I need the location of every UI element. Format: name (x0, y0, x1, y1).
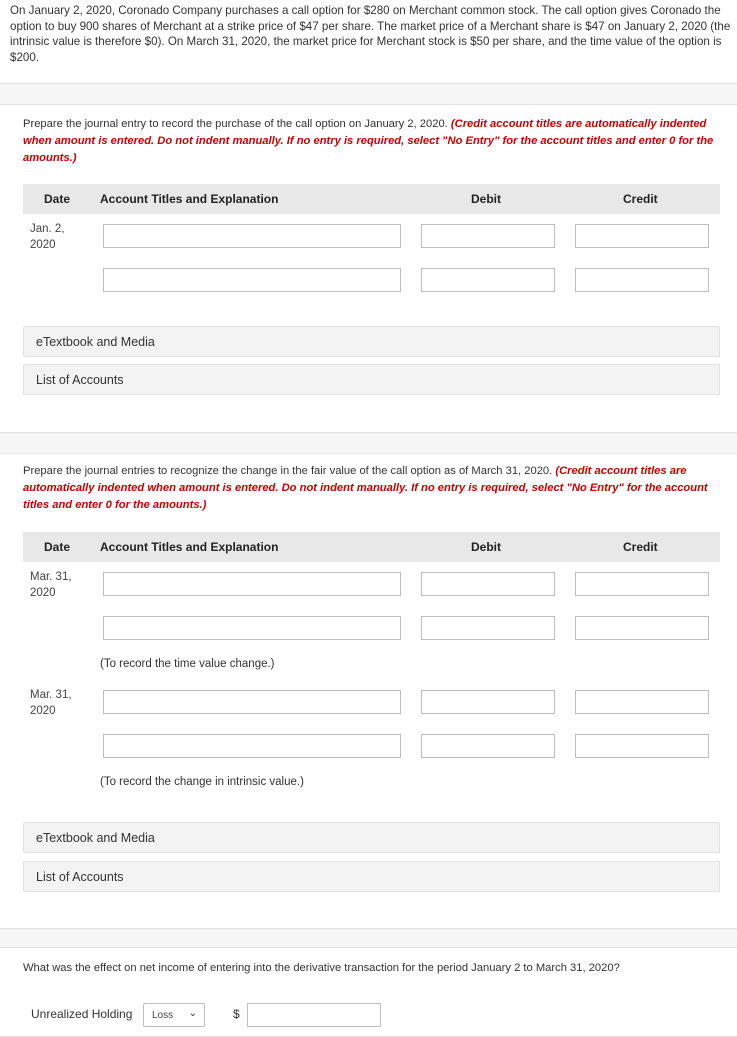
entry-date (30, 221, 65, 253)
account-title-input[interactable] (103, 616, 401, 640)
section-gap (0, 84, 737, 104)
credit-input[interactable] (575, 690, 709, 714)
credit-input[interactable] (575, 572, 709, 596)
section-gap (0, 433, 737, 453)
entry-date-line1: Mar. 31, (30, 689, 72, 701)
chevron-down-icon: ⌄ (188, 1008, 197, 1019)
net-income-effect-input[interactable] (247, 1003, 381, 1027)
header-date: Date (44, 192, 71, 206)
entry-date (30, 569, 72, 601)
part2-prompt (23, 463, 723, 514)
credit-input[interactable] (575, 268, 709, 292)
part1-section (0, 104, 737, 433)
account-title-input[interactable] (103, 224, 401, 248)
debit-input[interactable] (421, 616, 555, 640)
header-account: Account Titles and Explanation (100, 540, 279, 554)
entry-date-line2: 2020 (30, 239, 56, 251)
credit-input[interactable] (575, 734, 709, 758)
part2-section (0, 453, 737, 929)
gain-loss-select-value: Loss (152, 1010, 174, 1021)
unrealized-holding-label: Unrealized Holding (31, 1007, 133, 1021)
header-credit: Credit (623, 192, 658, 206)
debit-input[interactable] (421, 268, 555, 292)
header-credit: Credit (623, 540, 658, 554)
part3-question: What was the effect on net income of entering into the derivative transaction for the period January 2 to March 31, 2020? (23, 962, 620, 974)
account-title-input[interactable] (103, 690, 401, 714)
etextbook-link[interactable]: eTextbook and Media (23, 326, 720, 357)
entry-date-line2: 2020 (30, 705, 56, 717)
entry-date-line1: Jan. 2, (30, 223, 65, 235)
entry-note: (To record the time value change.) (100, 658, 275, 670)
entry-date (30, 687, 72, 719)
problem-statement: On January 2, 2020, Coronado Company purchases a call option for $280 on Merchant common stock. The call option gives Coronado the option to buy 900 shares of Merchant at a strike price of $47 per share. The market price of a Merchant share is $47 on January 2, 2020 (the intrinsic value is therefore $0). On March 31, 2020, the market price for Merchant stock is $50 per share, and the time value of the option is $200. (0, 0, 737, 84)
part2-instruction: (Credit account titles are automatically indented when amount is entered. Do not indent manually. If no entry is required, select "No Entry" for the account titles and enter 0 for the amounts.) (23, 465, 708, 511)
part1-table-header (23, 184, 720, 214)
account-title-input[interactable] (103, 572, 401, 596)
part2-table-header (23, 532, 720, 562)
part1-prompt (23, 116, 723, 167)
entry-date-line2: 2020 (30, 587, 56, 599)
debit-input[interactable] (421, 572, 555, 596)
header-debit: Debit (471, 540, 501, 554)
credit-input[interactable] (575, 224, 709, 248)
header-account: Account Titles and Explanation (100, 192, 279, 206)
debit-input[interactable] (421, 690, 555, 714)
list-of-accounts-link[interactable]: List of Accounts (23, 364, 720, 395)
etextbook-link[interactable]: eTextbook and Media (23, 822, 720, 853)
part2-prompt-text: Prepare the journal entries to recognize the change in the fair value of the call option as of March 31, 2020. (23, 465, 553, 477)
currency-symbol: $ (233, 1007, 240, 1021)
header-debit: Debit (471, 192, 501, 206)
entry-note: (To record the change in intrinsic value.) (100, 776, 304, 788)
debit-input[interactable] (421, 224, 555, 248)
credit-input[interactable] (575, 616, 709, 640)
entry-date-line1: Mar. 31, (30, 571, 72, 583)
account-title-input[interactable] (103, 268, 401, 292)
debit-input[interactable] (421, 734, 555, 758)
header-date: Date (44, 540, 71, 554)
list-of-accounts-link[interactable]: List of Accounts (23, 861, 720, 892)
section-gap (0, 929, 737, 947)
account-title-input[interactable] (103, 734, 401, 758)
part1-prompt-text: Prepare the journal entry to record the purchase of the call option on January 2, 2020. (23, 118, 448, 130)
part1-instruction: (Credit account titles are automatically indented when amount is entered. Do not indent manually. If no entry is required, select "No Entry" for the account titles and enter 0 for the amounts.) (23, 118, 714, 164)
gain-loss-select[interactable] (143, 1003, 205, 1027)
